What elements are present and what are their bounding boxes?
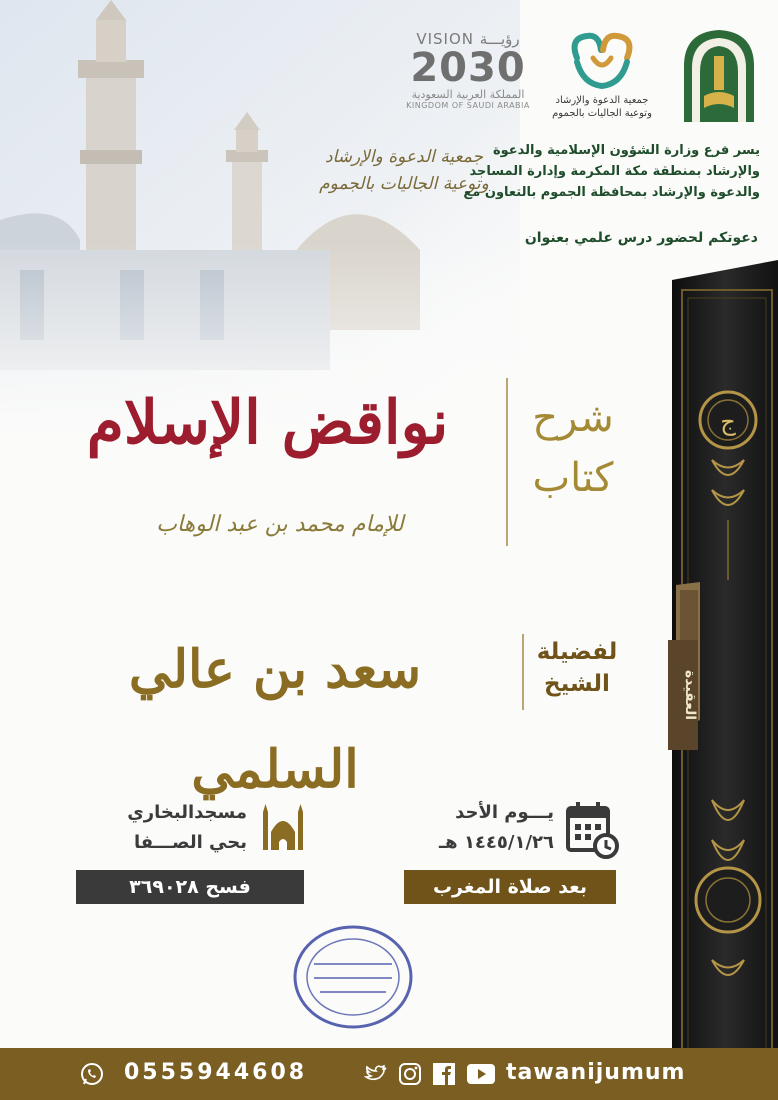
mosque-name: مسجدالبخاري [127,802,247,823]
vision-arabic-line: المملكة العربية السعودية [411,88,525,101]
sheikh-honorific [532,636,622,700]
event-date: ١٤٤٥/١/٢٦ هـ [439,832,554,853]
association-calligraphy-line-1: جمعية الدعوة والإرشاد [324,147,484,167]
footer-handle[interactable]: tawanijumum [506,1060,686,1085]
sheikh-honorific-line-2: الشيخ [544,671,610,697]
event-time-bar: بعد صلاة المغرب [404,870,616,904]
sheikh-honorific-line-1: لفضيلة [536,639,618,665]
association-emblem-icon [563,28,641,90]
twitter-icon[interactable] [364,1062,388,1086]
calendar-clock-icon [564,800,620,860]
association-logo [546,28,658,132]
title-divider [506,378,508,546]
permit-code-bar: فسح ٣٦٩٠٢٨ [76,870,304,904]
sheikh-name: سعد بن عالي السلمي [128,639,422,800]
association-logo-line-1: جمعية الدعوة والإرشاد [555,95,649,106]
mosque-district: بحي الصـــفا [133,832,247,853]
association-logo-line-2: وتوعية الجاليات بالجموم [552,108,652,119]
footer-phone[interactable]: 0555944608 [124,1060,308,1085]
association-calligraphy-line-2: وتوعية الجاليات بالجموم [319,174,489,194]
facebook-icon[interactable] [432,1062,456,1086]
intro-line-1: يسر فرع وزارة الشؤون الإسلامية والدعوة [492,143,760,158]
intro-paragraph [430,140,760,203]
sharh-word: شرح [532,395,614,441]
official-stamp [290,922,416,1032]
vision-english-line: KINGDOM OF SAUDI ARABIA [406,101,530,110]
event-day: يـــوم الأحد [455,802,554,823]
intro-line-3: والدعوة والإرشاد بمحافظة الجموم بالتعاون مع [463,185,760,200]
youtube-icon[interactable] [466,1062,496,1086]
sheikh-divider [522,634,524,710]
vision-top-text: VISION رؤيـــة [416,30,520,48]
invitation-line: دعوتكم لحضور درس علمي بعنوان [524,230,758,246]
kitab-word: كتاب [532,455,614,501]
book-spine-letter: ج [720,408,736,436]
book-author: للإمام محمد بن عبد الوهاب [156,512,404,537]
vision-number: 2030 [410,45,526,91]
mosque-icon [261,802,305,852]
ministry-emblem-icon [676,26,762,122]
vision-2030-logo [398,30,538,130]
book-title: نواقض الإسلام [86,388,449,458]
whatsapp-icon [80,1062,104,1086]
book-spine-label: العقيدة [668,640,698,750]
footer-bar [0,1048,778,1100]
sharh-kitab-label [508,388,638,508]
instagram-icon[interactable] [398,1062,422,1086]
intro-line-2: والإرشاد بمنطقة مكة المكرمة وإدارة المساجد [469,164,760,179]
